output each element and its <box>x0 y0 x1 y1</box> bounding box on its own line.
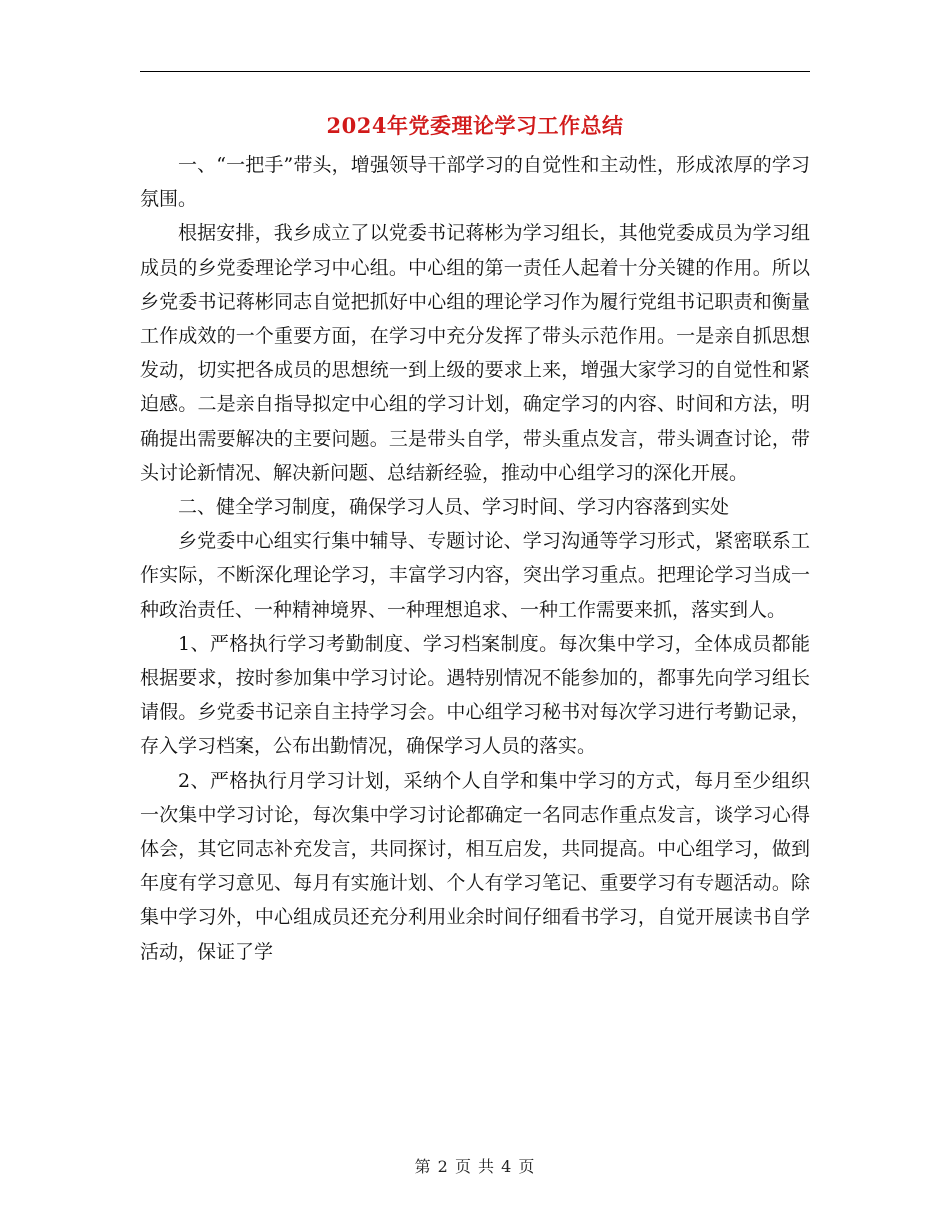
document-title: 2024年党委理论学习工作总结 <box>326 113 624 138</box>
paragraph-study-forms: 乡党委中心组实行集中辅导、专题讨论、学习沟通等学习形式，紧密联系工作实际，不断深化理论学习，丰富学习内容，突出学习重点。把理论学习当成一种政治责任、一种精神境界、一种理想追求、一种工作需要来抓，落实到人。 <box>140 530 810 621</box>
section-heading-1: 一、“一把手”带头，增强领导干部学习的自觉性和主动性，形成浓厚的学习氛围。 <box>140 154 810 211</box>
section-heading-2: 二、健全学习制度，确保学习人员、学习时间、学习内容落到实处 <box>178 496 730 519</box>
paragraph-monthly-plan: 2、严格执行月学习计划，采纳个人自学和集中学习的方式，每月至少组织一次集中学习讨论，每次集中学习讨论都确定一名同志作重点发言，谈学习心得体会，其它同志补充发言，共同探讨，相互启发，共同提高。中心组学习，做到年度有学习意见、每月有实施计划、个人有学习笔记、重要学习有专题活动。除集中学习外，中心组成员还充分利用业余时间仔细看书学习，自觉开展读书自学活动，保证了学 <box>140 769 810 963</box>
header-rule <box>140 71 810 72</box>
paragraph-attendance: 1、严格执行学习考勤制度、学习档案制度。每次集中学习，全体成员都能根据要求，按时参加集中学习讨论。遇特别情况不能参加的，都事先向学习组长请假。乡党委书记亲自主持学习会。中心组学习秘书对每次学习进行考勤记录，存入学习档案，公布出勤情况，确保学习人员的落实。 <box>140 632 810 758</box>
page-number: 第 2 页 共 4 页 <box>414 1157 536 1176</box>
document-body <box>140 148 810 969</box>
paragraph-leadership: 根据安排，我乡成立了以党委书记蒋彬为学习组长，其他党委成员为学习组成员的乡党委理论学习中心组。中心组的第一责任人起着十分关键的作用。所以乡党委书记蒋彬同志自觉把抓好中心组的理论学习作为履行党组书记职责和衡量工作成效的一个重要方面，在学习中充分发挥了带头示范作用。一是亲自抓思想发动，切实把各成员的思想统一到上级的要求上来，增强大家学习的自觉性和紧迫感。二是亲自指导拟定中心组的学习计划，确定学习的内容、时间和方法，明确提出需要解决的主要问题。三是带头自学，带头重点发言，带头调查讨论，带头讨论新情况、解决新问题、总结新经验，推动中心组学习的深化开展。 <box>140 222 810 484</box>
